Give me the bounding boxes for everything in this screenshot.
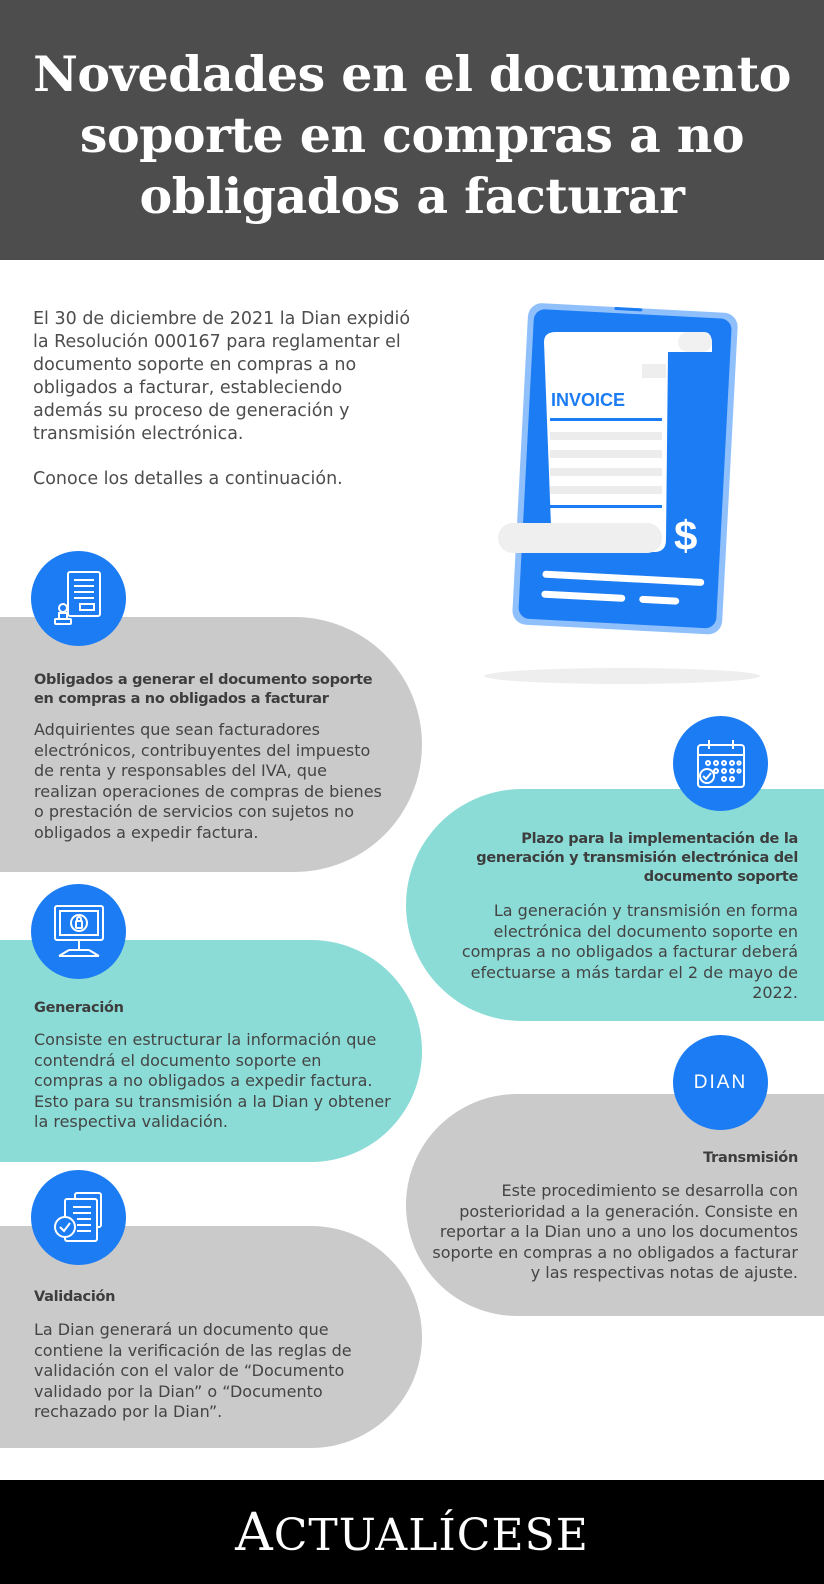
transmision-title: Transmisión xyxy=(703,1150,798,1166)
invoice-line xyxy=(550,432,662,440)
generacion-body: Consiste en estructurar la información que contendrá el documento soporte en compras a no obligados a expedir factura. Esto para su transmisión a la Dian y obtener la respectiva validación. xyxy=(34,1030,391,1131)
obligados-icon-circle xyxy=(31,551,126,646)
phone-shadow xyxy=(484,668,760,684)
obligados-body: Adquirientes que sean facturadores electrónicos, contribuyentes del impuesto de renta y responsables del IVA, que realizan operaciones de compras de bienes o prestación de servicios con sujetos no obligados a expedir factura. xyxy=(34,720,382,842)
validacion-icon-circle xyxy=(31,1170,126,1265)
invoice-roll-bottom xyxy=(498,523,662,553)
phone-invoice-icon xyxy=(480,300,770,690)
invoice-line xyxy=(550,486,662,494)
validacion-body: La Dian generará un documento que contiene la verificación de las reglas de validación con el valor de “Documento validado por la Dian” o “Documento rechazado por la Dian”. xyxy=(34,1320,352,1421)
intro-cta: Conoce los detalles a continuación. xyxy=(33,469,343,489)
invoice-rule xyxy=(550,418,662,421)
invoice-line xyxy=(550,468,662,476)
documents-check-icon xyxy=(51,1189,107,1247)
document-stamp-icon xyxy=(52,568,106,630)
invoice-line xyxy=(550,450,662,458)
invoice-rule xyxy=(550,505,662,508)
invoice-stamp xyxy=(642,364,666,378)
computer-lock-icon xyxy=(51,902,107,962)
brand-initial: A xyxy=(235,1503,274,1563)
brand-logo[interactable] xyxy=(0,1503,824,1563)
invoice-label: INVOICE xyxy=(551,390,626,410)
obligados-title: Obligados a generar el documento soporte en compras a no obligados a facturar xyxy=(34,672,373,707)
validacion-title: Validación xyxy=(34,1289,116,1305)
page-title: Novedades en el documento soporte en compras a no obligados a facturar xyxy=(33,45,791,225)
transmision-body: Este procedimiento se desarrolla con posterioridad a la generación. Consiste en reportar a la Dian uno a uno los documentos soporte en compras a no obligados a facturar y las respectivas notas de ajuste. xyxy=(432,1181,798,1282)
intro-paragraph: El 30 de diciembre de 2021 la Dian expidió la Resolución 000167 para reglamentar el documento soporte en compras a no obligados a facturar, estableciendo además su proceso de generación y transmisión electrónica. xyxy=(33,309,411,444)
transmision-icon-circle xyxy=(673,1035,768,1130)
brand-rest: CTUALÍCESE xyxy=(273,1510,589,1561)
generacion-icon-circle xyxy=(31,884,126,979)
calendar-check-icon xyxy=(694,737,748,791)
invoice-roll-top xyxy=(678,332,712,352)
plazo-body: La generación y transmisión en forma electrónica del documento soporte en compras a no obligados a facturar deberá efectuarse a más tardar el 2 de mayo de 2022. xyxy=(461,901,798,1002)
dian-logo: DIAN xyxy=(693,1071,748,1093)
plazo-title: Plazo para la implementación de la generación y transmisión electrónica del documento soporte xyxy=(476,831,798,885)
dollar-icon: $ xyxy=(674,512,698,559)
generacion-title: Generación xyxy=(34,1000,124,1016)
plazo-icon-circle xyxy=(673,716,768,811)
